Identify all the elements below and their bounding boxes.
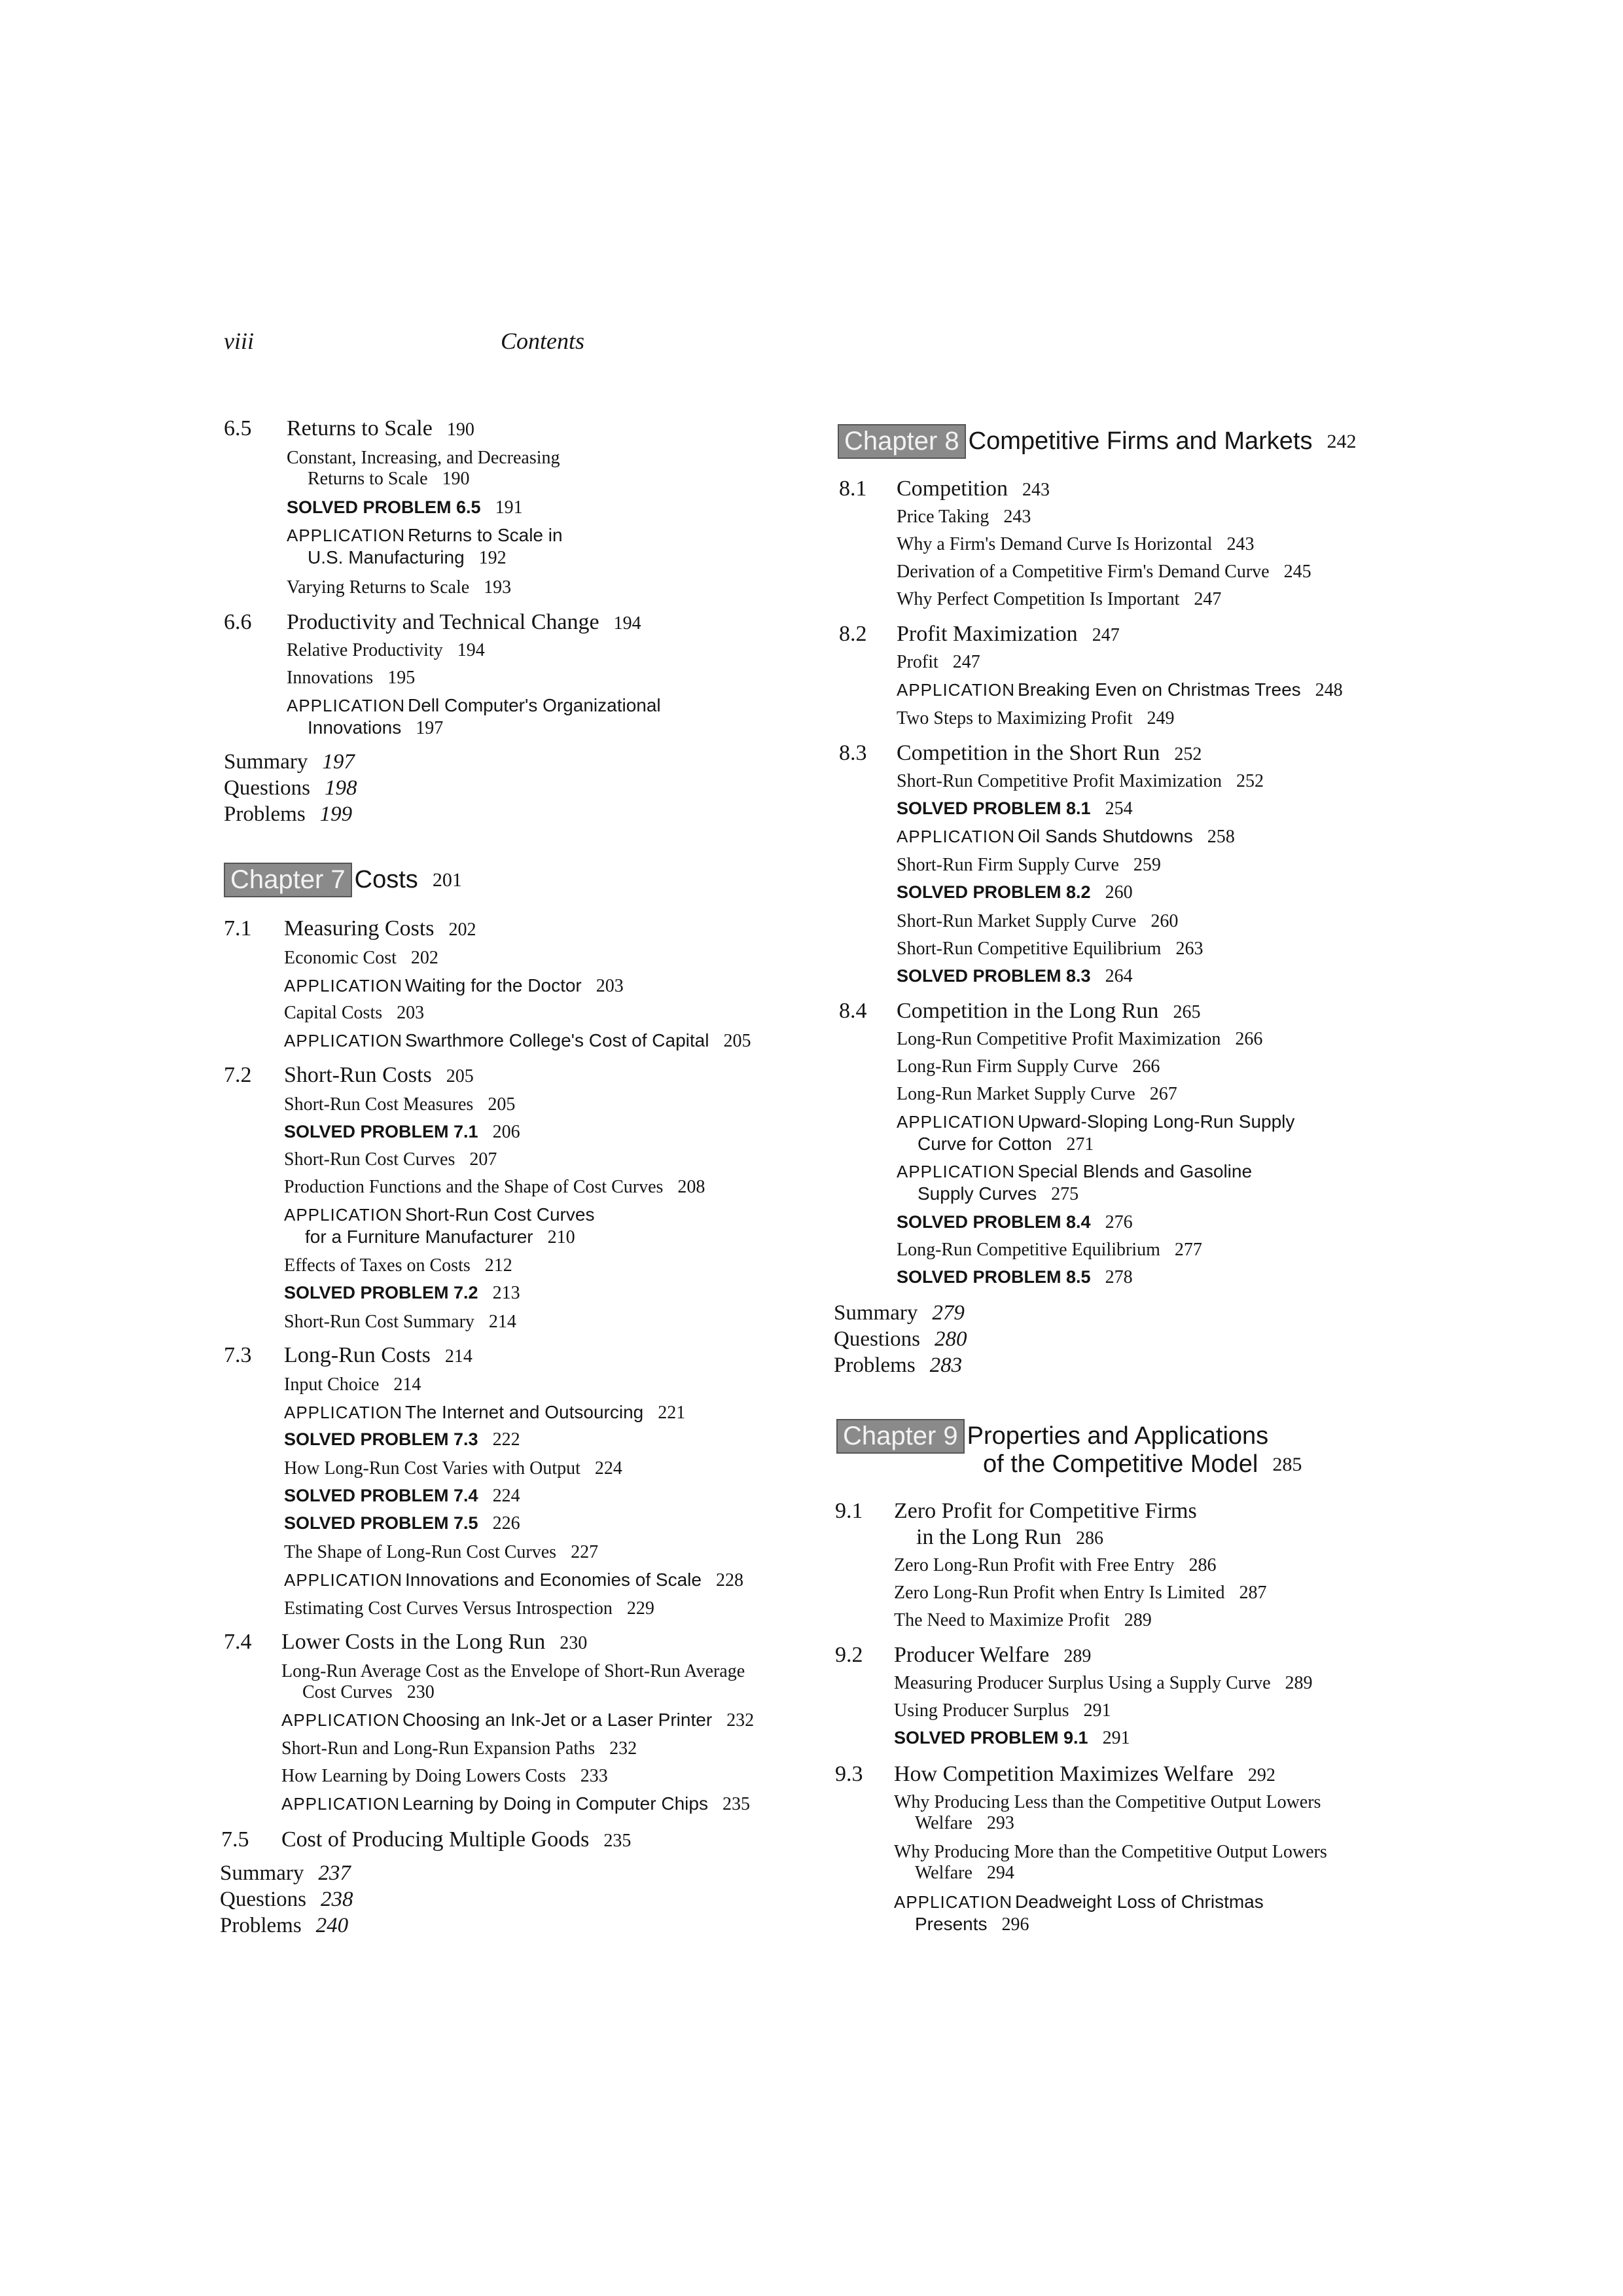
toc-section-7-4: 7.4	[224, 1630, 252, 1654]
toc-entry: Long-Run Firm Supply Curve 266	[897, 1056, 1160, 1077]
toc-entry: Long-Run Competitive Profit Maximization 266	[897, 1029, 1263, 1049]
toc-section-8-4: 8.4	[839, 999, 867, 1023]
application-entry: APPLICATION Oil Sands Shutdowns 258	[897, 826, 1235, 847]
questions-entry: Questions 238	[220, 1888, 353, 1911]
chapter-title: Competitive Firms and Markets	[968, 427, 1313, 455]
section-number: 6.5	[224, 416, 252, 440]
toc-section-title: in the Long Run 286	[916, 1525, 1103, 1549]
toc-entry: Relative Productivity 194	[287, 640, 485, 660]
toc-entry: How Learning by Doing Lowers Costs 233	[281, 1766, 608, 1786]
toc-section-9-3: 9.3	[835, 1762, 863, 1786]
toc-entry: Short-Run Firm Supply Curve 259	[897, 855, 1161, 875]
toc-section-title: Competition 243	[897, 476, 1050, 501]
toc-entry: Why Producing Less than the Competitive Output Lowers	[894, 1792, 1321, 1812]
chapter-heading-7: Chapter 7 Costs 201	[224, 863, 462, 897]
application-entry: APPLICATION Special Blends and Gasoline	[897, 1161, 1253, 1181]
summary-entry: Summary 279	[834, 1301, 965, 1325]
toc-entry: The Shape of Long-Run Cost Curves 227	[284, 1542, 599, 1562]
application-entry: APPLICATION Breaking Even on Christmas Trees 248	[897, 679, 1343, 700]
application-entry: Supply Curves 275	[918, 1183, 1079, 1204]
toc-entry: Cost Curves 230	[302, 1682, 435, 1702]
toc-section-title: Productivity and Technical Change 194	[287, 610, 641, 634]
problems-entry: Problems 240	[220, 1914, 349, 1937]
toc-section-title: Cost of Producing Multiple Goods 235	[281, 1827, 632, 1852]
toc-entry: Capital Costs 203	[284, 1003, 425, 1023]
solved-problem: SOLVED PROBLEM 7.5 226	[284, 1513, 520, 1534]
problems-entry: Problems 199	[224, 802, 353, 826]
toc-section-title: Competition in the Short Run 252	[897, 741, 1202, 765]
toc-entry: Price Taking 243	[897, 507, 1031, 527]
toc-entry: Welfare 294	[915, 1863, 1014, 1883]
toc-entry: Economic Cost 202	[284, 948, 438, 968]
toc-section-7-3: 7.3	[224, 1343, 252, 1367]
section-title: Returns to Scale	[287, 416, 433, 440]
chapter-heading-9	[836, 1419, 1268, 1454]
application-entry: APPLICATION Upward-Sloping Long-Run Supply	[897, 1111, 1295, 1132]
toc-section-7-1: 7.1	[224, 916, 252, 941]
toc-entry: Short-Run Cost Summary 214	[284, 1312, 516, 1332]
summary-entry: Summary 197	[224, 750, 355, 774]
toc-entry: Why a Firm's Demand Curve Is Horizontal 243	[897, 534, 1255, 554]
solved-problem: SOLVED PROBLEM 7.1 206	[284, 1122, 520, 1142]
summary-entry: Summary 237	[220, 1861, 351, 1885]
toc-entry: Derivation of a Competitive Firm's Demand Curve 245	[897, 562, 1311, 582]
toc-entry: Two Steps to Maximizing Profit 249	[897, 708, 1175, 728]
toc-entry: Zero Long-Run Profit when Entry Is Limited 287	[894, 1583, 1267, 1603]
toc-section-7-2: 7.2	[224, 1063, 252, 1087]
toc-section-title: Lower Costs in the Long Run 230	[281, 1630, 588, 1654]
application-entry: Presents 296	[915, 1914, 1029, 1935]
toc-entry: Measuring Producer Surplus Using a Supply Curve 289	[894, 1673, 1313, 1693]
chapter-badge: Chapter 7	[224, 863, 352, 897]
toc-section-8-3: 8.3	[839, 741, 867, 765]
toc-entry: Short-Run Cost Measures 205	[284, 1094, 516, 1115]
application-entry: Curve for Cotton 271	[918, 1134, 1094, 1155]
solved-problem: SOLVED PROBLEM 8.1 254	[897, 798, 1133, 819]
toc-section-9-1: 9.1	[835, 1499, 863, 1523]
toc-entry: Long-Run Competitive Equilibrium 277	[897, 1240, 1202, 1260]
toc-section-8-1: 8.1	[839, 476, 867, 501]
toc-entry: Why Perfect Competition Is Important 247	[897, 589, 1222, 609]
solved-problem: SOLVED PROBLEM 8.5 278	[897, 1267, 1133, 1287]
toc-section-title: Competition in the Long Run 265	[897, 999, 1201, 1023]
toc-section-7-5: 7.5	[221, 1827, 249, 1852]
toc-entry: Profit 247	[897, 652, 980, 672]
toc-entry: Long-Run Market Supply Curve 267	[897, 1084, 1177, 1104]
toc-entry: Short-Run Market Supply Curve 260	[897, 911, 1179, 931]
application-entry: for a Furniture Manufacturer 210	[305, 1227, 575, 1247]
application-entry: APPLICATION Innovations and Economies of Scale 228	[284, 1570, 743, 1590]
toc-section-title: Profit Maximization 247	[897, 622, 1120, 646]
toc-entry: Short-Run Competitive Profit Maximization 252	[897, 771, 1264, 791]
toc-entry: Varying Returns to Scale 193	[287, 577, 512, 598]
toc-entry: Estimating Cost Curves Versus Introspection 229	[284, 1598, 654, 1619]
running-title: Contents	[501, 328, 585, 354]
toc-entry: Short-Run Competitive Equilibrium 263	[897, 939, 1204, 959]
toc-entry: Why Producing More than the Competitive Output Lowers	[894, 1842, 1327, 1862]
solved-problem: SOLVED PROBLEM 8.4 276	[897, 1212, 1133, 1232]
application-entry: Innovations 197	[308, 717, 444, 738]
chapter-heading-8: Chapter 8 Competitive Firms and Markets 242	[838, 424, 1356, 459]
chapter-title: Properties and Applications	[967, 1422, 1269, 1450]
toc-section-title: Measuring Costs 202	[284, 916, 476, 941]
problems-entry: Problems 283	[834, 1354, 963, 1377]
questions-entry: Questions 198	[224, 776, 357, 800]
application-entry: APPLICATION Swarthmore College's Cost of Capital 205	[284, 1030, 751, 1051]
application-entry: APPLICATION Deadweight Loss of Christmas	[894, 1892, 1264, 1912]
application-entry: APPLICATION Waiting for the Doctor 203	[284, 975, 624, 996]
toc-section-8-2: 8.2	[839, 622, 867, 646]
solved-problem: SOLVED PROBLEM 7.2 213	[284, 1283, 520, 1303]
toc-entry: Long-Run Average Cost as the Envelope of Short-Run Average	[281, 1661, 745, 1681]
toc-entry: Short-Run Cost Curves 207	[284, 1149, 497, 1170]
toc-entry: Innovations 195	[287, 668, 416, 688]
toc-entry: Using Producer Surplus 291	[894, 1700, 1111, 1721]
toc-section-title	[287, 416, 474, 441]
solved-problem: SOLVED PROBLEM 8.3 264	[897, 966, 1133, 986]
chapter-title-continued: of the Competitive Model 285	[983, 1450, 1302, 1478]
application-entry: APPLICATION Short-Run Cost Curves	[284, 1204, 595, 1225]
solved-problem: SOLVED PROBLEM 8.2 260	[897, 882, 1133, 903]
application-entry: APPLICATION Returns to Scale in	[287, 525, 563, 545]
solved-problem: SOLVED PROBLEM 7.4 224	[284, 1486, 520, 1506]
toc-entry: Effects of Taxes on Costs 212	[284, 1255, 512, 1276]
toc-section-title: Producer Welfare 289	[894, 1643, 1092, 1667]
toc-entry: Constant, Increasing, and Decreasing	[287, 448, 560, 468]
toc-entry: Input Choice 214	[284, 1374, 421, 1395]
chapter-badge: Chapter 9	[836, 1419, 965, 1454]
chapter-badge: Chapter 8	[838, 424, 966, 459]
solved-problem: SOLVED PROBLEM 6.5 191	[287, 497, 523, 518]
toc-section-title: Long-Run Costs 214	[284, 1343, 473, 1367]
toc-section-title: Short-Run Costs 205	[284, 1063, 474, 1087]
toc-entry: Short-Run and Long-Run Expansion Paths 232	[281, 1738, 637, 1759]
page-ref: 190	[446, 420, 474, 440]
questions-entry: Questions 280	[834, 1327, 967, 1351]
toc-entry: Zero Long-Run Profit with Free Entry 286	[894, 1555, 1217, 1575]
toc-section-9-2: 9.2	[835, 1643, 863, 1667]
application-entry: APPLICATION Dell Computer's Organizational	[287, 695, 661, 715]
solved-problem: SOLVED PROBLEM 7.3 222	[284, 1429, 520, 1450]
toc-section-title: How Competition Maximizes Welfare 292	[894, 1762, 1275, 1786]
toc-entry: How Long-Run Cost Varies with Output 224	[284, 1458, 622, 1479]
toc-section-title: Zero Profit for Competitive Firms	[894, 1499, 1197, 1523]
toc-entry: Returns to Scale 190	[308, 469, 470, 489]
toc-entry: Welfare 293	[915, 1813, 1014, 1833]
toc-entry: Production Functions and the Shape of Cost Curves 208	[284, 1177, 705, 1197]
application-entry: U.S. Manufacturing 192	[308, 547, 507, 568]
page-number: viii	[224, 328, 254, 354]
toc-section-6-6: 6.6	[224, 610, 252, 634]
toc-section-6-5	[224, 416, 252, 441]
application-entry: APPLICATION Learning by Doing in Computer Chips 235	[281, 1793, 750, 1814]
application-entry: APPLICATION Choosing an Ink-Jet or a Laser Printer 232	[281, 1710, 755, 1731]
solved-problem: SOLVED PROBLEM 9.1 291	[894, 1728, 1130, 1748]
application-entry: APPLICATION The Internet and Outsourcing 221	[284, 1402, 686, 1423]
toc-entry: The Need to Maximize Profit 289	[894, 1610, 1152, 1630]
chapter-title: Costs	[354, 866, 418, 893]
